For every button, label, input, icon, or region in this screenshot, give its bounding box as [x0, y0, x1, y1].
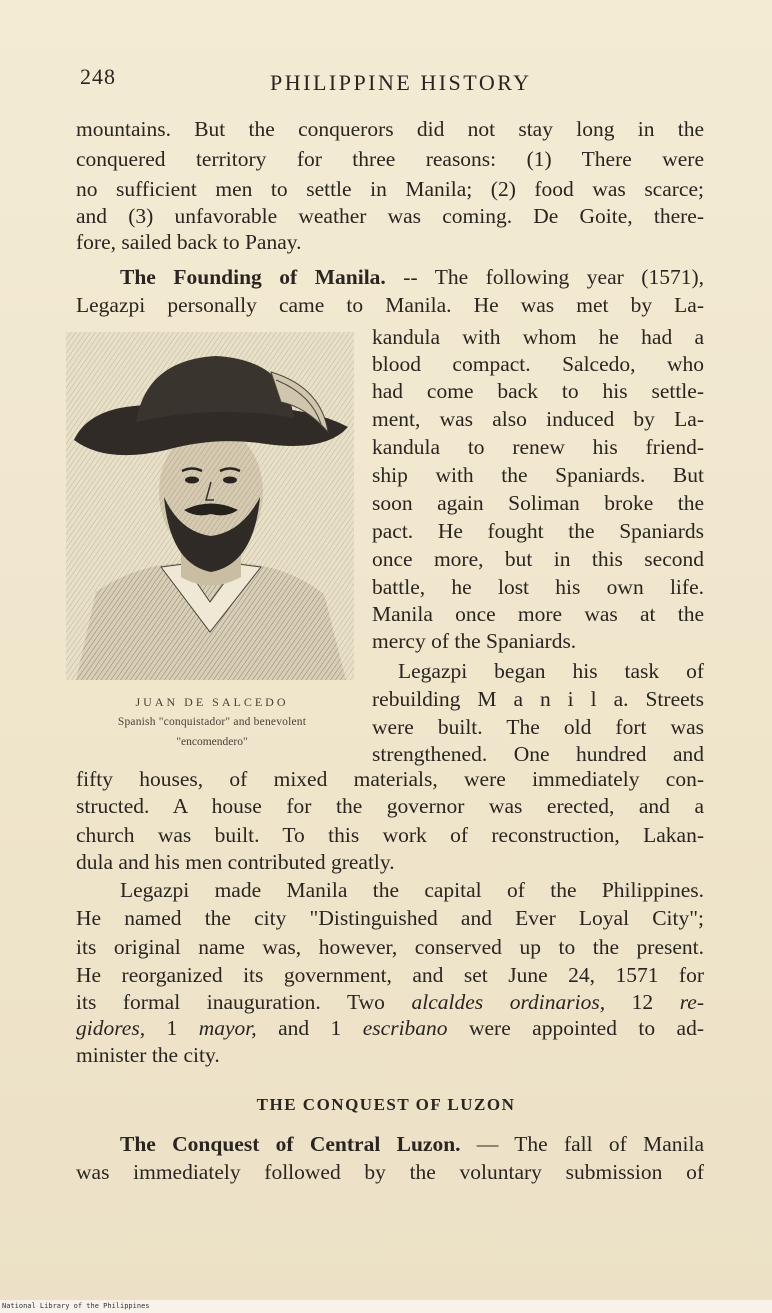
text-line: structed. A house for the governor was erected, and a — [76, 794, 704, 818]
text-run: 1 — [145, 1016, 199, 1040]
text-line: was immediately followed by the voluntary submission of — [76, 1160, 704, 1184]
text-line: battle, he lost his own life. — [372, 575, 704, 599]
text-run: -- The following year (1571), — [385, 265, 704, 289]
text-line: He reorganized its government, and set June 24, 1571 for — [76, 963, 704, 987]
text-run: — The fall of Manila — [460, 1132, 705, 1156]
text-line: conquered territory for three reasons: (1) There were — [76, 147, 704, 171]
text-line: had come back to his settle- — [372, 379, 704, 403]
text-run: its formal inauguration. Two — [76, 990, 412, 1014]
text-line: were built. The old fort was — [372, 715, 704, 739]
text-line: minister the city. — [76, 1043, 220, 1067]
text-line: He named the city "Distinguished and Ever Loyal City"; — [76, 906, 704, 930]
text-line: mercy of the Spaniards. — [372, 629, 577, 653]
figure-caption-description: Spanish "conquistador" and benevolent — [117, 716, 307, 728]
page-header — [0, 64, 772, 100]
text-line: pact. He fought the Spaniards — [372, 519, 704, 543]
text-line: Legazpi personally came to Manila. He was met by La- — [76, 293, 704, 317]
footer-credit: National Library of the Philippines — [2, 1302, 150, 1310]
text-line: fore, sailed back to Panay. — [76, 230, 302, 254]
text-run: and 1 — [256, 1016, 363, 1040]
run-in-heading: The Conquest of Central Luzon. — [120, 1132, 461, 1156]
italic-term: gidores, — [76, 1016, 146, 1040]
text-line: ship with the Spaniards. But — [372, 463, 704, 487]
text-line: and (3) unfavorable weather was coming. De Goite, there- — [76, 204, 704, 228]
text-line: soon again Soliman broke the — [372, 491, 704, 515]
text-line: rebuilding M a n i l a. Streets — [372, 687, 704, 711]
page-number: 248 — [80, 64, 116, 89]
portrait-engraving — [66, 332, 354, 680]
text-run: were appointed to ad- — [447, 1016, 705, 1040]
italic-term: alcaldes ordinarios, — [411, 990, 606, 1014]
italic-term: mayor, — [198, 1016, 257, 1040]
text-line: Legazpi made Manila the capital of the Philippines. — [120, 878, 704, 902]
text-line: its original name was, however, conserved up to the present. — [76, 935, 704, 959]
figure-caption-description: "encomendero" — [176, 736, 248, 748]
text-line: fifty houses, of mixed materials, were immediately con- — [76, 767, 704, 791]
text-line: dula and his men contributed greatly. — [76, 850, 395, 874]
running-title: PHILIPPINE HISTORY — [270, 70, 532, 95]
text-line — [120, 264, 704, 291]
text-line: strengthened. One hundred and — [372, 742, 704, 766]
text-line: once more, but in this second — [372, 547, 704, 571]
text-line: mountains. But the conquerors did not stay long in the — [76, 117, 704, 141]
text-line — [76, 989, 704, 1016]
text-line: Manila once more was at the — [372, 602, 704, 626]
text-line: ment, was also induced by La- — [372, 407, 704, 431]
text-run: 12 — [605, 990, 680, 1014]
portrait-figure — [66, 332, 354, 680]
italic-term: re- — [679, 990, 705, 1014]
text-line: Legazpi began his task of — [398, 659, 704, 683]
italic-term: escribano — [362, 1016, 448, 1040]
run-in-heading: The Founding of Manila. — [120, 265, 386, 289]
figure-caption-name: JUAN DE SALCEDO — [135, 695, 289, 709]
text-line: blood compact. Salcedo, who — [372, 352, 704, 376]
text-line — [76, 1015, 704, 1042]
text-line: no sufficient men to settle in Manila; (2) food was scarce; — [76, 177, 704, 201]
section-heading: THE CONQUEST OF LUZON — [256, 1095, 516, 1114]
text-line: kandula to renew his friend- — [372, 435, 704, 459]
text-line: church was built. To this work of reconstruction, Lakan- — [76, 823, 704, 847]
text-line: kandula with whom he had a — [372, 325, 704, 349]
text-line — [120, 1131, 704, 1158]
